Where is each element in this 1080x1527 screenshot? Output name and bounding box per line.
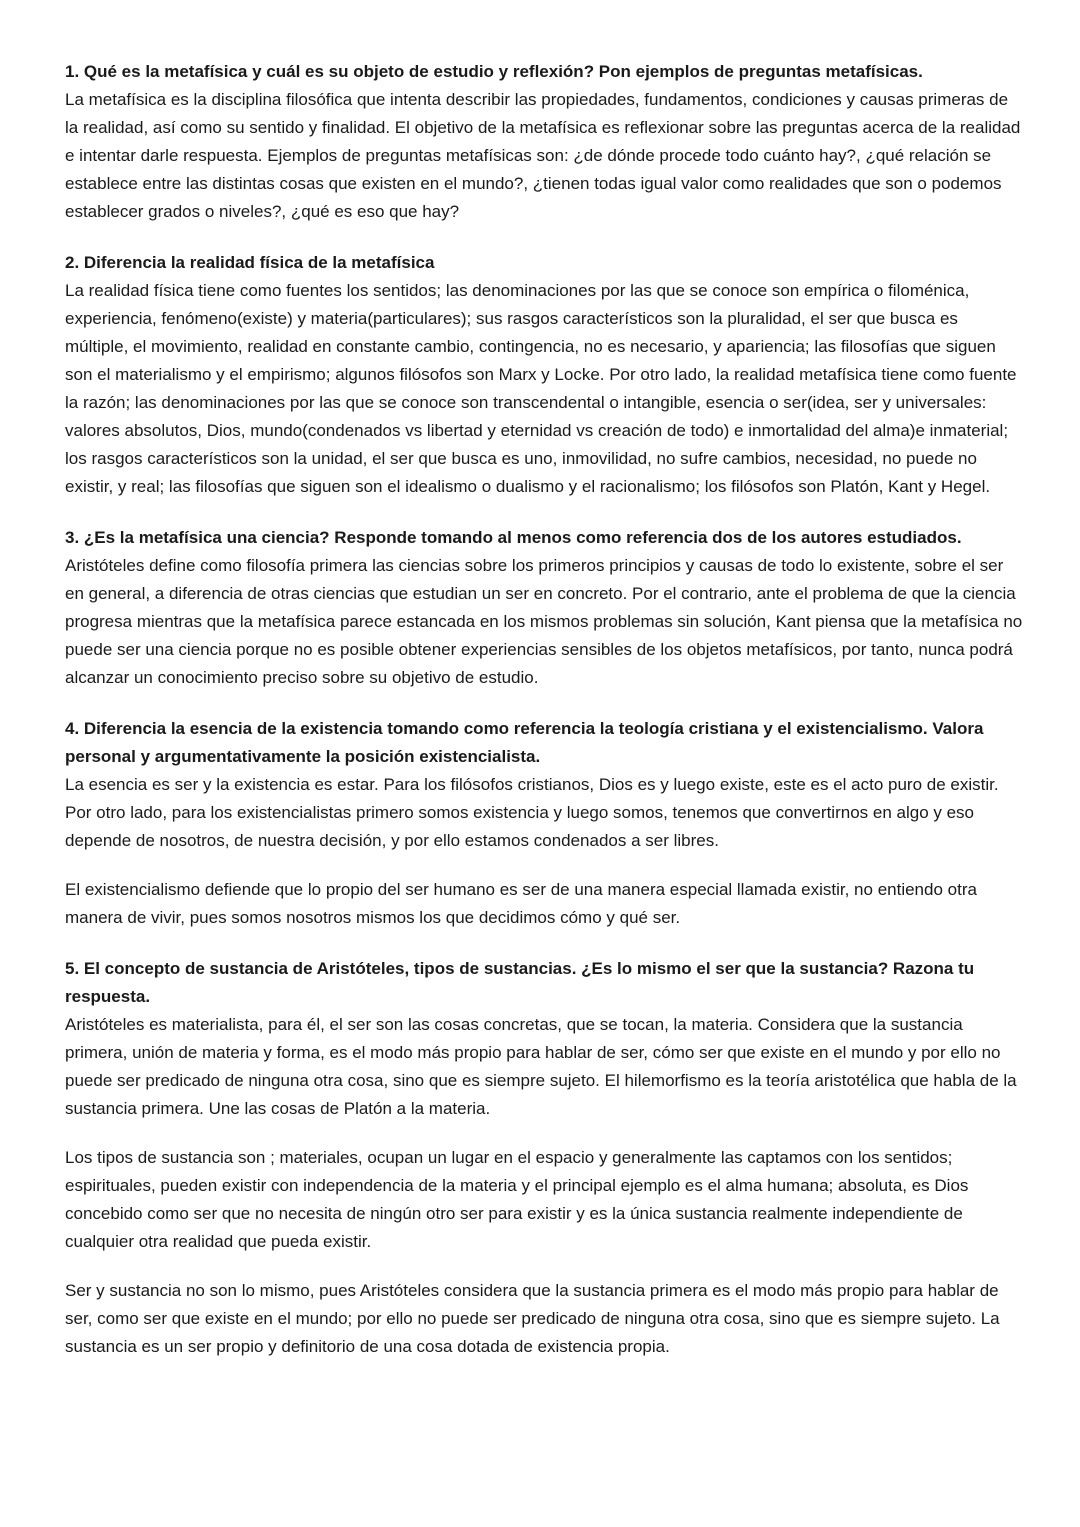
question-3-title: 3. ¿Es la metafísica una ciencia? Responde tomando al menos como referencia dos de los autores estudiados. bbox=[65, 528, 962, 547]
question-3-answer: Aristóteles define como filosofía primera las ciencias sobre los primeros principios y causas de todo lo existente, sobre el ser en general, a diferencia de otras ciencias que estudian un ser en concreto. Por el contrario, ante el problema de que la ciencia progresa mientras que la metafísica parece estancada en los mismos problemas sin solución, Kant piensa que la metafísica no puede ser una ciencia porque no es posible obtener experiencias sensibles de los objetos metafísicos, por tanto, nunca podrá alcanzar un conocimiento preciso sobre su objetivo de estudio. bbox=[65, 556, 1023, 687]
question-1-answer: La metafísica es la disciplina filosófica que intenta describir las propiedades, fundamentos, condiciones y causas primeras de la realidad, así como su sentido y finalidad. El objetivo de la metafísica es reflexionar sobre las preguntas acerca de la realidad e intentar darle respuesta. Ejemplos de preguntas metafísicas son: ¿de dónde procede todo cuánto hay?, ¿qué relación se establece entre las distintas cosas que existen en el mundo?, ¿tienen todas igual valor como realidades que son o podemos establecer grados o niveles?, ¿qué es eso que hay? bbox=[65, 90, 1021, 221]
question-2-title: 2. Diferencia la realidad física de la metafísica bbox=[65, 253, 435, 272]
question-5-answer-paragraph-1: Aristóteles es materialista, para él, el ser son las cosas concretas, que se tocan, la materia. Considera que la sustancia primera, unión de materia y forma, es el modo más propio para hablar de ser, cómo ser que existe en el mundo y por ello no puede ser predicado de ninguna otra cosa, sino que es siempre sujeto. El hilemorfismo es la teoría aristotélica que habla de la sustancia primera. Une las cosas de Platón a la materia. bbox=[65, 1015, 1017, 1118]
question-5 bbox=[65, 955, 1025, 1361]
question-3 bbox=[65, 524, 1025, 692]
question-2 bbox=[65, 249, 1025, 501]
question-2-answer: La realidad física tiene como fuentes los sentidos; las denominaciones por las que se conoce son empírica o filoménica, experiencia, fenómeno(existe) y materia(particulares); sus rasgos característicos son la pluralidad, el ser que busca es múltiple, el movimiento, realidad en constante cambio, contingencia, no es necesario, y apariencia; las filosofías que siguen son el materialismo y el empirismo; algunos filósofos son Marx y Locke. Por otro lado, la realidad metafísica tiene como fuente la razón; las denominaciones por las que se conoce son transcendental o intangible, esencia o ser(idea, ser y universales: valores absolutos, Dios, mundo(condenados vs libertad y eternidad vs creación de todo) e inmortalidad del alma)e inmaterial; los rasgos característicos son la unidad, el ser que busca es uno, inmovilidad, no sufre cambios, necesidad, no puede no existir, y real; las filosofías que siguen son el idealismo o dualismo y el racionalismo; los filósofos son Platón, Kant y Hegel. bbox=[65, 281, 1017, 496]
question-5-title: 5. El concepto de sustancia de Aristóteles, tipos de sustancias. ¿Es lo mismo el ser que la sustancia? Razona tu respuesta. bbox=[65, 959, 975, 1006]
document-page bbox=[65, 58, 1025, 1384]
question-1-title: 1. Qué es la metafísica y cuál es su objeto de estudio y reflexión? Pon ejemplos de preguntas metafísicas. bbox=[65, 62, 923, 81]
question-1 bbox=[65, 58, 1025, 226]
question-4-answer-paragraph-1: La esencia es ser y la existencia es estar. Para los filósofos cristianos, Dios es y luego existe, este es el acto puro de existir. Por otro lado, para los existencialistas primero somos existencia y luego somos, tenemos que convertirnos en algo y eso depende de nosotros, de nuestra decisión, y por ello estamos condenados a ser libres. bbox=[65, 775, 999, 850]
question-5-answer-paragraph-3: Ser y sustancia no son lo mismo, pues Aristóteles considera que la sustancia primera es el modo más propio para hablar de ser, como ser que existe en el mundo; por ello no puede ser predicado de ninguna otra cosa, sino que es siempre sujeto. La sustancia es un ser propio y definitorio de una cosa dotada de existencia propia. bbox=[65, 1281, 1000, 1356]
question-5-answer-paragraph-2: Los tipos de sustancia son ; materiales, ocupan un lugar en el espacio y generalmente las captamos con los sentidos; espirituales, pueden existir con independencia de la materia y el principal ejemplo es el alma humana; absoluta, es Dios concebido como ser que no necesita de ningún otro ser para existir y es la única sustancia realmente independiente de cualquier otra realidad que pueda existir. bbox=[65, 1148, 969, 1251]
question-4 bbox=[65, 715, 1025, 932]
question-4-answer-paragraph-2: El existencialismo defiende que lo propio del ser humano es ser de una manera especial llamada existir, no entiendo otra manera de vivir, pues somos nosotros mismos los que decidimos cómo y qué ser. bbox=[65, 880, 977, 927]
question-4-title: 4. Diferencia la esencia de la existencia tomando como referencia la teología cristiana y el existencialismo. Valora personal y argumentativamente la posición existencialista. bbox=[65, 719, 984, 766]
